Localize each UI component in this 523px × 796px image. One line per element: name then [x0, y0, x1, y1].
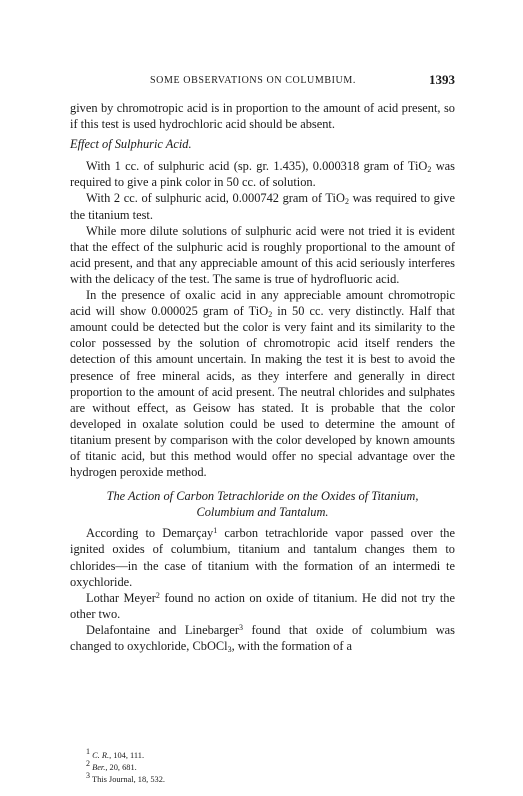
article-body — [70, 100, 455, 654]
section-heading-sulphuric: Effect of Sulphuric Acid. — [70, 137, 192, 152]
footnote-ref: 2 — [155, 590, 160, 600]
paragraph: With 2 cc. of sulphuric acid, 0.000742 gram of TiO$_2$ was required to give the titanium test. — [70, 191, 455, 222]
paragraph: Delafontaine and Linebarger$^3$ found that oxide of columbium was changed to oxychloride, CbOCl$_3$, with the formation of a — [70, 622, 456, 654]
paragraph: Lothar Meyer$^2$ found no action on oxide of titanium. He did not try the other two. — [70, 590, 455, 621]
paragraph: While more dilute solutions of sulphuric acid were not tried it is evident that the effect of the sulphuric acid is roughly proportional to the amount of acid present, and that any appreciable amount of this acid seriously interferes with the delicacy of the test. The same is true of hydrofluoric acid. — [70, 223, 455, 286]
footnote: $^3$ This Journal, 18, 532. — [86, 771, 165, 784]
page-number: 1393 — [429, 72, 455, 87]
footnote: $^2$ Ber., 20, 681. — [86, 759, 137, 772]
footnote-ref: 1 — [213, 526, 218, 536]
paragraph: With 1 cc. of sulphuric acid (sp. gr. 1.435), 0.000318 gram of TiO$_2$ was required to give a pink color in 50 cc. of solution. — [70, 159, 455, 190]
paragraph: According to Demarçay$^1$ carbon tetrachloride vapor passed over the ignited oxides of columbium, titanium and tantalum changes them to chlorides—in the case of titanium with the formation of an intermedi te oxychloride. — [70, 526, 455, 589]
page-header — [70, 72, 455, 90]
running-head: SOME OBSERVATIONS ON COLUMBIUM. — [150, 75, 356, 86]
footnote: $^1$ C. R., 104, 111. — [86, 747, 145, 760]
section-heading-carbon-tetrachloride — [70, 488, 455, 520]
heading-line: The Action of Carbon Tetrachloride on the Oxides of Titanium, — [106, 489, 419, 504]
paragraph: given by chromotropic acid is in proportion to the amount of acid present, so if this test is used hydrochloric acid should be absent. — [70, 101, 455, 132]
heading-line: Columbium and Tantalum. — [196, 505, 329, 520]
footnotes — [86, 747, 386, 786]
paragraph: In the presence of oxalic acid in any appreciable amount chromotropic acid will show 0.000025 gram of TiO$_2$ in 50 cc. very distinctly. Half that amount could be detected but the color is very faint and its similarity to the color possessed by the solution of chromotropic acid itself renders the detection of this amount uncertain. In making the test it is best to avoid the presence of free mineral acids, as they interfere and generally in direct proportion to the amount of acid present. The neutral chlorides and sulphates are without effect, as Geisow has stated. It is probable that the color developed in oxalate solution could be used to determine the amount of titanium present by comparison with the color developed by known amounts of titanic acid, but this method would offer no special advantage over the hydrogen peroxide method. — [70, 288, 455, 480]
footnote-ref: 3 — [239, 622, 243, 632]
